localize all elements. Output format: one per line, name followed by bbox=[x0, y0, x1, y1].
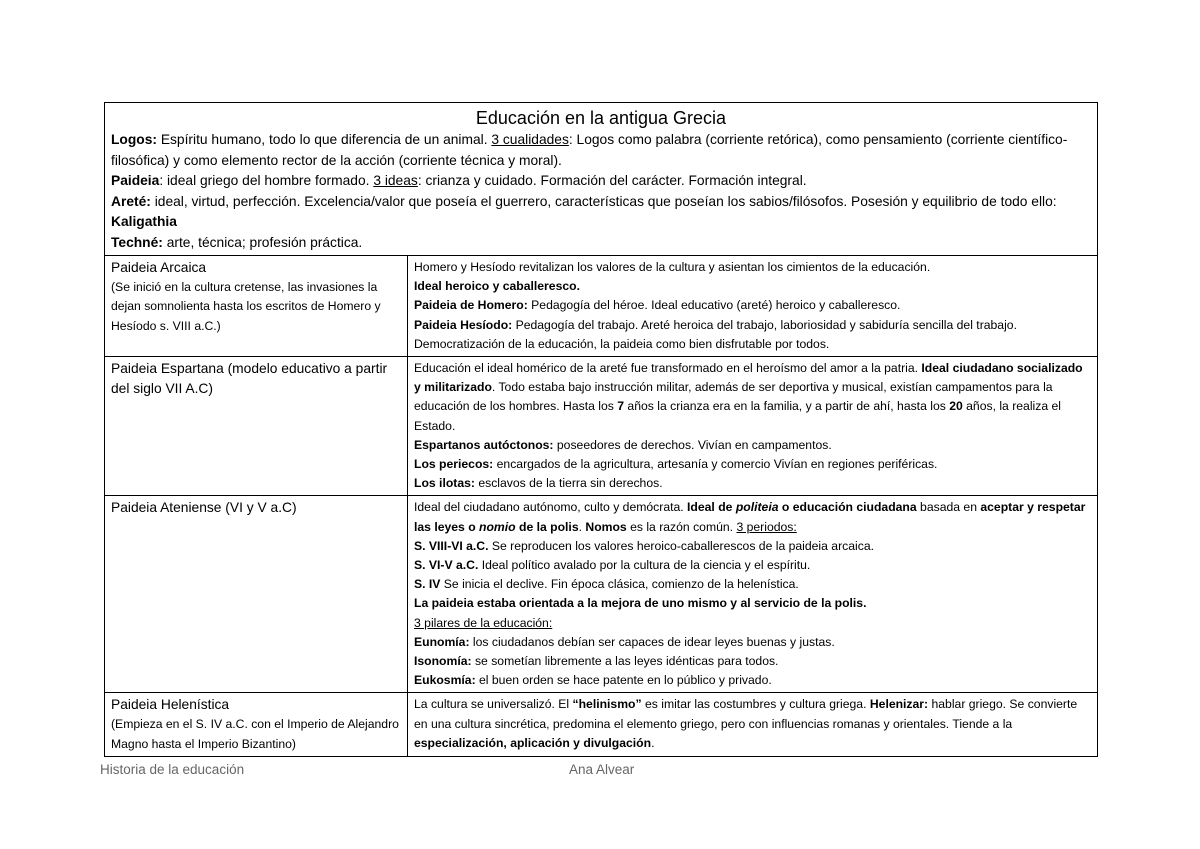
content-text: los ciudadanos debían ser capaces de idear leyes buenas y justas. bbox=[469, 634, 835, 649]
paideia-definition bbox=[111, 171, 1091, 192]
content-term: nomio bbox=[479, 519, 516, 534]
content-term: Los periecos: bbox=[414, 457, 494, 472]
content-line bbox=[414, 436, 1091, 455]
row-label-cell bbox=[105, 256, 408, 356]
content-term: Espartanos autóctonos: bbox=[414, 437, 554, 452]
paideia-ideas: 3 ideas bbox=[373, 173, 418, 188]
row-label-cell bbox=[105, 693, 408, 756]
content-line bbox=[414, 455, 1091, 474]
row-subtitle: (Se inició en la cultura cretense, las invasiones la dejan somnolienta hasta los escritos de Homero y Hesíodo s. VIII a.C.) bbox=[111, 280, 381, 333]
row-title: Paideia Helenística bbox=[111, 697, 230, 713]
content-term: Helenizar: bbox=[869, 697, 929, 712]
logos-text: Espíritu humano, todo lo que diferencia de un animal. bbox=[156, 132, 492, 147]
content-term: Eukosmía: bbox=[414, 673, 476, 688]
content-text: hablar griego. Se convierte en una cultura sincrética, predomina el elemento griego, pero con influencias romanas y orientales. Tiende a la bbox=[414, 697, 1078, 731]
page-title: Educación en la antigua Grecia bbox=[475, 108, 727, 128]
kaligathia: Kaligathia bbox=[111, 214, 177, 229]
techne-definition bbox=[111, 233, 1091, 254]
content-text: años la crianza era en la familia, y a partir de ahí, hasta los bbox=[624, 399, 950, 414]
content-term: Ideal de bbox=[687, 500, 736, 515]
row-title: Paideia Espartana (modelo educativo a partir del siglo VII A.C) bbox=[111, 361, 388, 397]
content-line: La paideia estaba orientada a la mejora de uno mismo y al servicio de la polis. bbox=[414, 596, 867, 611]
content-text: basada en bbox=[916, 500, 981, 515]
logos-term: Logos: bbox=[111, 132, 157, 147]
content-line: 3 pilares de la educación: bbox=[414, 615, 553, 630]
content-term: S. IV bbox=[414, 577, 441, 592]
paideia-text-2: : crianza y cuidado. Formación del carácter. Formación integral. bbox=[417, 173, 807, 188]
row-label-cell bbox=[105, 357, 408, 495]
row-content-cell bbox=[408, 256, 1097, 356]
content-text: es imitar las costumbres y cultura griega. bbox=[641, 697, 870, 712]
content-line: Ideal heroico y caballeresco. bbox=[414, 279, 580, 294]
content-text: Se inicia el declive. Fin época clásica, comienzo de la helenística. bbox=[440, 577, 799, 592]
content-term: S. VI-V a.C. bbox=[414, 558, 479, 573]
arete-definition bbox=[111, 192, 1091, 233]
content-text: . bbox=[578, 519, 586, 534]
content-line bbox=[414, 652, 1091, 671]
arete-text: ideal, virtud, perfección. Excelencia/valor que poseía el guerrero, características que poseían los sabios/filósofos. Posesión y equilibrio de todo ello: bbox=[150, 193, 1057, 209]
row-title: Paideia Arcaica bbox=[111, 260, 207, 275]
content-term: Los ilotas: bbox=[414, 476, 475, 491]
content-text: el buen orden se hace patente en lo público y privado. bbox=[475, 673, 772, 688]
table-header bbox=[105, 103, 1097, 256]
content-term: Paideia Hesíodo: bbox=[414, 317, 513, 332]
row-content-cell bbox=[408, 496, 1097, 692]
content-line bbox=[414, 474, 1091, 493]
row-title: Paideia Ateniense (VI y V a.C) bbox=[111, 500, 297, 516]
content-text: se sometían libremente a las leyes idénticas para todos. bbox=[471, 654, 779, 669]
content-text: . Todo estaba bajo instrucción militar, además de ser deportiva y musical, existían campamentos para la educación de los hombres. Hasta los bbox=[414, 380, 1053, 414]
logos-definition bbox=[111, 130, 1091, 171]
content-line bbox=[414, 296, 1091, 315]
techne-term: Techné: bbox=[111, 234, 163, 250]
content-text: Se reproducen los valores heroico-caballerescos de la paideia arcaica. bbox=[488, 538, 874, 553]
content-term: aceptar y respetar las leyes o bbox=[414, 500, 1086, 534]
content-term: 20 bbox=[949, 399, 963, 414]
content-term: Ideal ciudadano socializado y militarizado bbox=[414, 361, 1083, 395]
content-term: Paideia de Homero: bbox=[414, 298, 528, 313]
logos-text-2: : Logos como palabra (corriente retórica), como pensamiento (corriente científico-filosófica) y como elemento rector de la acción (corriente técnica y moral). bbox=[111, 132, 1068, 168]
content-term: de la polis bbox=[515, 519, 579, 534]
content-text: Pedagogía del trabajo. Areté heroica del trabajo, laboriosidad y sabiduría sencilla del trabajo. Democratización de la educación, la paideia como bien disfrutable por todos. bbox=[414, 317, 1017, 351]
content-term: Nomos bbox=[585, 519, 627, 534]
row-content-cell bbox=[408, 693, 1097, 756]
content-term: politeia bbox=[735, 500, 779, 515]
content-line bbox=[414, 695, 1091, 753]
table-row-arcaica bbox=[105, 256, 1097, 357]
content-term: “helinismo” bbox=[572, 697, 642, 712]
document-table bbox=[104, 102, 1098, 757]
content-text: esclavos de la tierra sin derechos. bbox=[474, 476, 663, 491]
table-row-ateniense bbox=[105, 496, 1097, 693]
paideia-text: : ideal griego del hombre formado. bbox=[159, 173, 374, 188]
content-line bbox=[414, 359, 1091, 436]
content-text: Educación el ideal homérico de la areté fue transformado en el heroísmo del amor a la patria. bbox=[414, 361, 922, 376]
content-text: . bbox=[651, 735, 655, 750]
content-text: Pedagogía del héroe. Ideal educativo (areté) heroico y caballeresco. bbox=[527, 298, 901, 313]
content-term: 7 bbox=[617, 399, 625, 414]
content-term: S. VIII-VI a.C. bbox=[414, 538, 489, 553]
content-line bbox=[414, 498, 1091, 536]
content-line bbox=[414, 316, 1091, 354]
content-term: Isonomía: bbox=[414, 654, 472, 669]
row-content-cell bbox=[408, 357, 1097, 495]
content-term: Eunomía: bbox=[414, 634, 470, 649]
content-line bbox=[414, 556, 1091, 575]
table-row-helenistica bbox=[105, 693, 1097, 756]
row-subtitle: (Empieza en el S. IV a.C. con el Imperio de Alejandro Magno hasta el Imperio Bizantino) bbox=[111, 717, 399, 751]
paideia-term: Paideia bbox=[111, 173, 160, 188]
content-text: es la razón común. bbox=[626, 519, 737, 534]
arete-term: Areté: bbox=[111, 193, 151, 209]
techne-text: arte, técnica; profesión práctica. bbox=[162, 234, 363, 250]
content-line bbox=[414, 633, 1091, 652]
content-text: encargados de la agricultura, artesanía y comercio Vivían en regiones periféricas. bbox=[493, 457, 938, 472]
content-term: especialización, aplicación y divulgación bbox=[414, 735, 652, 750]
footer-left: Historia de la educación bbox=[100, 762, 245, 777]
content-line bbox=[414, 575, 1091, 594]
table-row-espartana bbox=[105, 357, 1097, 496]
content-term: o educación ciudadana bbox=[778, 500, 917, 515]
content-text: Ideal político avalado por la cultura de la ciencia y el espíritu. bbox=[478, 558, 811, 573]
content-line bbox=[414, 671, 1091, 690]
content-text: poseedores de derechos. Vivían en campamentos. bbox=[553, 437, 832, 452]
footer-center: Ana Alvear bbox=[569, 762, 635, 777]
content-text: años, la realiza el Estado. bbox=[414, 399, 1061, 433]
content-line: Homero y Hesíodo revitalizan los valores de la cultura y asientan los cimientos de la educación. bbox=[414, 260, 931, 274]
row-label-cell bbox=[105, 496, 408, 692]
content-underlined: 3 periodos: bbox=[736, 519, 797, 534]
content-text: La cultura se universalizó. El bbox=[414, 697, 573, 712]
content-text: Ideal del ciudadano autónomo, culto y demócrata. bbox=[414, 500, 688, 515]
logos-cualidades: 3 cualidades bbox=[491, 132, 569, 147]
content-line bbox=[414, 537, 1091, 556]
